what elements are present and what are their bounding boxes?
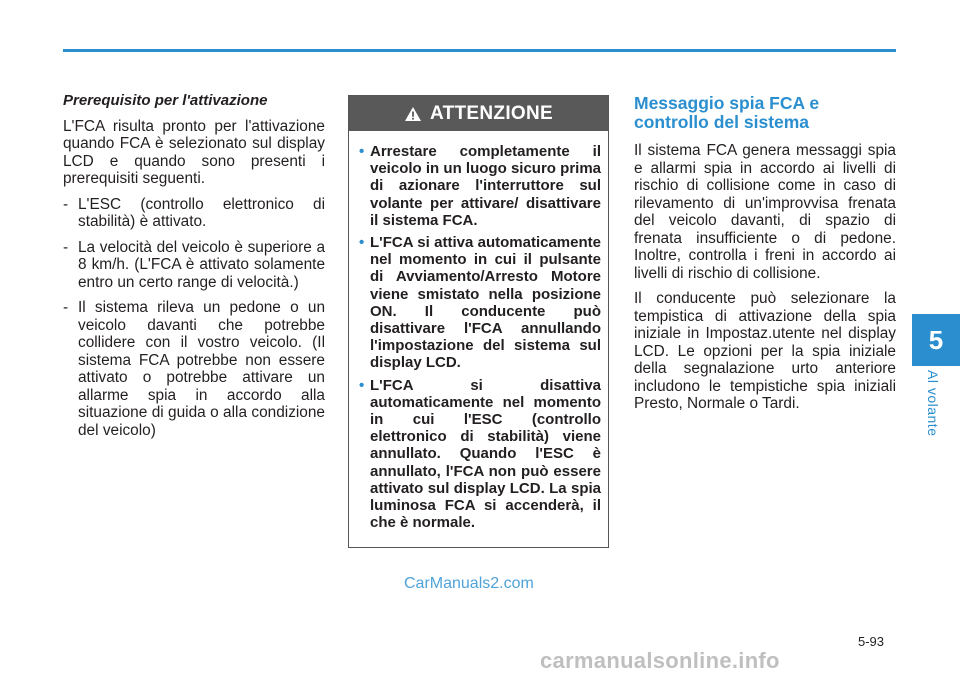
watermark-link[interactable]: CarManuals2.com: [404, 575, 534, 592]
warning-item-text: L'FCA si attiva automaticamente nel momento in cui il pulsante di Avviamento/Arresto Motore viene smistato nella posizione ON. Il conducente può disattivare l'FCA annullando l'impostazione del sistema sul display LCD.: [370, 234, 601, 372]
warning-item-text: Arrestare completamente il veicolo in un luogo sicuro prima di azionare l'interruttore sul volante per attivare/ disattivare il sistema FCA.: [370, 143, 601, 229]
footer-site-watermark: carmanualsonline.info: [540, 648, 780, 673]
left-column: [63, 92, 325, 447]
dash-marker: -: [63, 195, 69, 213]
top-rule: [63, 49, 896, 52]
warning-item-text: L'FCA si disattiva automaticamente nel momento in cui l'ESC (controllo elettronico di stabilità) viene annullato. Quando l'ESC è annullato, l'FCA non può essere attivato sul display LCD. La spia luminosa FCA si accenderà, il che è normale.: [370, 376, 601, 532]
dash-marker: -: [63, 238, 69, 256]
warning-item: [359, 377, 601, 532]
warning-triangle-icon: [404, 106, 422, 122]
list-item-text: Il sistema rileva un pedone o un veicolo davanti che potrebbe collidere con il vostro veicolo. (Il sistema FCA potrebbe non essere attivato o potrebbe attivare un allarme spia in accordo alla situazione di guida o alla condizione del veicolo): [78, 299, 325, 439]
dash-marker: -: [63, 299, 69, 316]
warning-title: ATTENZIONE: [430, 102, 553, 124]
list-item: [63, 196, 325, 231]
list-item-text: L'ESC (controllo elettronico di stabilità) è attivato.: [78, 195, 325, 230]
section-title: Messaggio spia FCA e controllo del sistema: [634, 93, 820, 132]
warning-list: [349, 131, 608, 531]
list-item: [63, 239, 325, 292]
warning-item: [359, 143, 601, 229]
list-item-text: La velocità del veicolo è superiore a 8 km/h. (L'FCA è attivato solamente entro un certo range di velocità.): [78, 238, 325, 291]
bullet-marker: •: [359, 376, 365, 394]
paragraph: Il sistema FCA genera messaggi spia e allarmi spia in accordo ai livelli di rischio di collisione come in caso di rilevamento di un'improvvisa frenata del veicolo davanti, di spazio di frenata insufficiente o di pedone. Inoltre, controlla i freni in accordo ai livelli di rischio di collisione.: [634, 142, 896, 282]
bullet-marker: •: [359, 234, 365, 252]
prerequisites-list: [63, 196, 325, 440]
warning-header: [349, 96, 608, 131]
list-item: [63, 299, 325, 439]
prerequisites-intro: L'FCA risulta pronto per l'attivazione quando FCA è selezionato sul display LCD e quando sono presenti i prerequisiti seguenti.: [63, 117, 325, 187]
right-column: [634, 92, 896, 421]
bullet-marker: •: [359, 143, 365, 160]
prerequisites-heading: Prerequisito per l'attivazione: [63, 92, 268, 109]
chapter-label: Al volante: [925, 370, 941, 437]
warning-item: [359, 234, 601, 372]
chapter-number-tab: 5: [912, 314, 960, 366]
paragraph: Il conducente può selezionare la tempistica di attivazione della spia iniziale in Impostaz.utente nel display LCD. Le opzioni per la spia iniziale della segnalazione urto anteriore includono le tempistiche spia iniziali Presto, Normale o Tardi.: [634, 290, 896, 412]
warning-box: [348, 95, 609, 548]
page-number: 5-93: [858, 634, 885, 649]
